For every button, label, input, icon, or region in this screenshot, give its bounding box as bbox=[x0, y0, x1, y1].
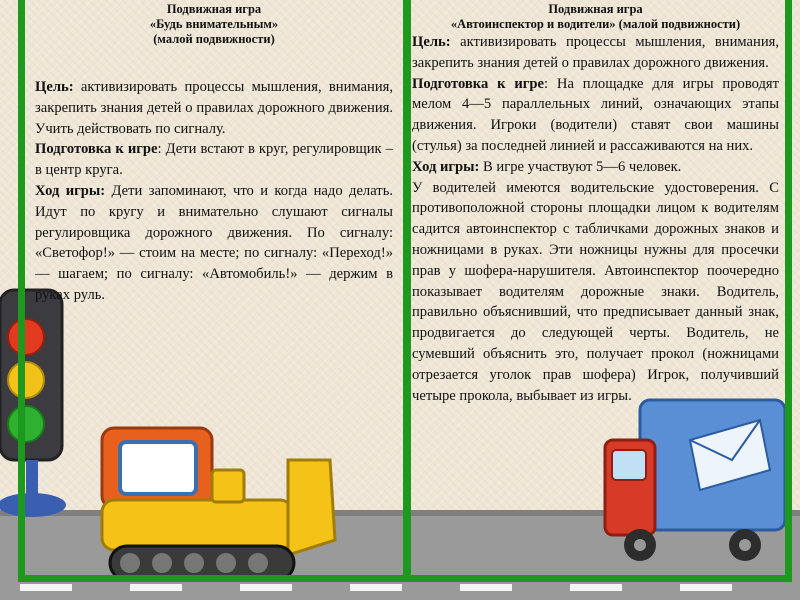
left-column bbox=[35, 0, 393, 306]
right-preparation: Подготовка к игре: На площадке для игры проводят мелом 4—5 параллельных линий, означающих этапы движения. Игроки (водители) ставят свои машины (стулья) за последней линией и рассаживаются на них. bbox=[412, 75, 780, 154]
right-heading: Подвижная игра «Автоинспектор и водители» (малой подвижности) bbox=[450, 2, 741, 31]
right-goal: Цель: активизировать процессы мышления, внимания, закрепить знания детей о правилах дорожного движения. bbox=[412, 34, 779, 71]
left-preparation: Подготовка к игре: Дети встают в круг, регулировщик – в центр круга. bbox=[35, 141, 393, 179]
right-column bbox=[412, 0, 779, 406]
right-body: У водителей имеются водительские удостоверения. С противоположной стороны площадки лицом к водителям садится автоинспектор с табличками дорожных знаков и ножницами в руках. Эти ножницы нужны для просечки прав у шофера-нарушителя. Автоинспектор поочередно показывает водителям дорожные знаки. Водитель, правильно объяснивший, что предписывает данный знак, продвигается до следующей черты. Водитель, не сумевший объяснить это, получает прокол (ножницами отрезается уголок прав шофера) Игрок, получивший четыре прокола, выбывает из игры. bbox=[412, 179, 779, 404]
left-course: Ход игры: Дети запоминают, что и когда надо делать. Идут по кругу и внимательно слушают сигналы регулировщика дорожного движения. По сигналу: «Светофор!» — стоим на месте; по сигналу: «Переход!» — шагаем; по сигналу: «Автомобиль!» — держим в руках руль. bbox=[35, 182, 393, 303]
left-heading: Подвижная игра «Будь внимательным» (малой подвижности) bbox=[149, 2, 279, 46]
right-course: Ход игры: В игре участвуют 5—6 человек. bbox=[412, 158, 682, 175]
left-goal: Цель: активизировать процессы мышления, внимания, закрепить знания детей о правилах дорожного движения. Учить действовать по сигналу. bbox=[35, 79, 393, 137]
